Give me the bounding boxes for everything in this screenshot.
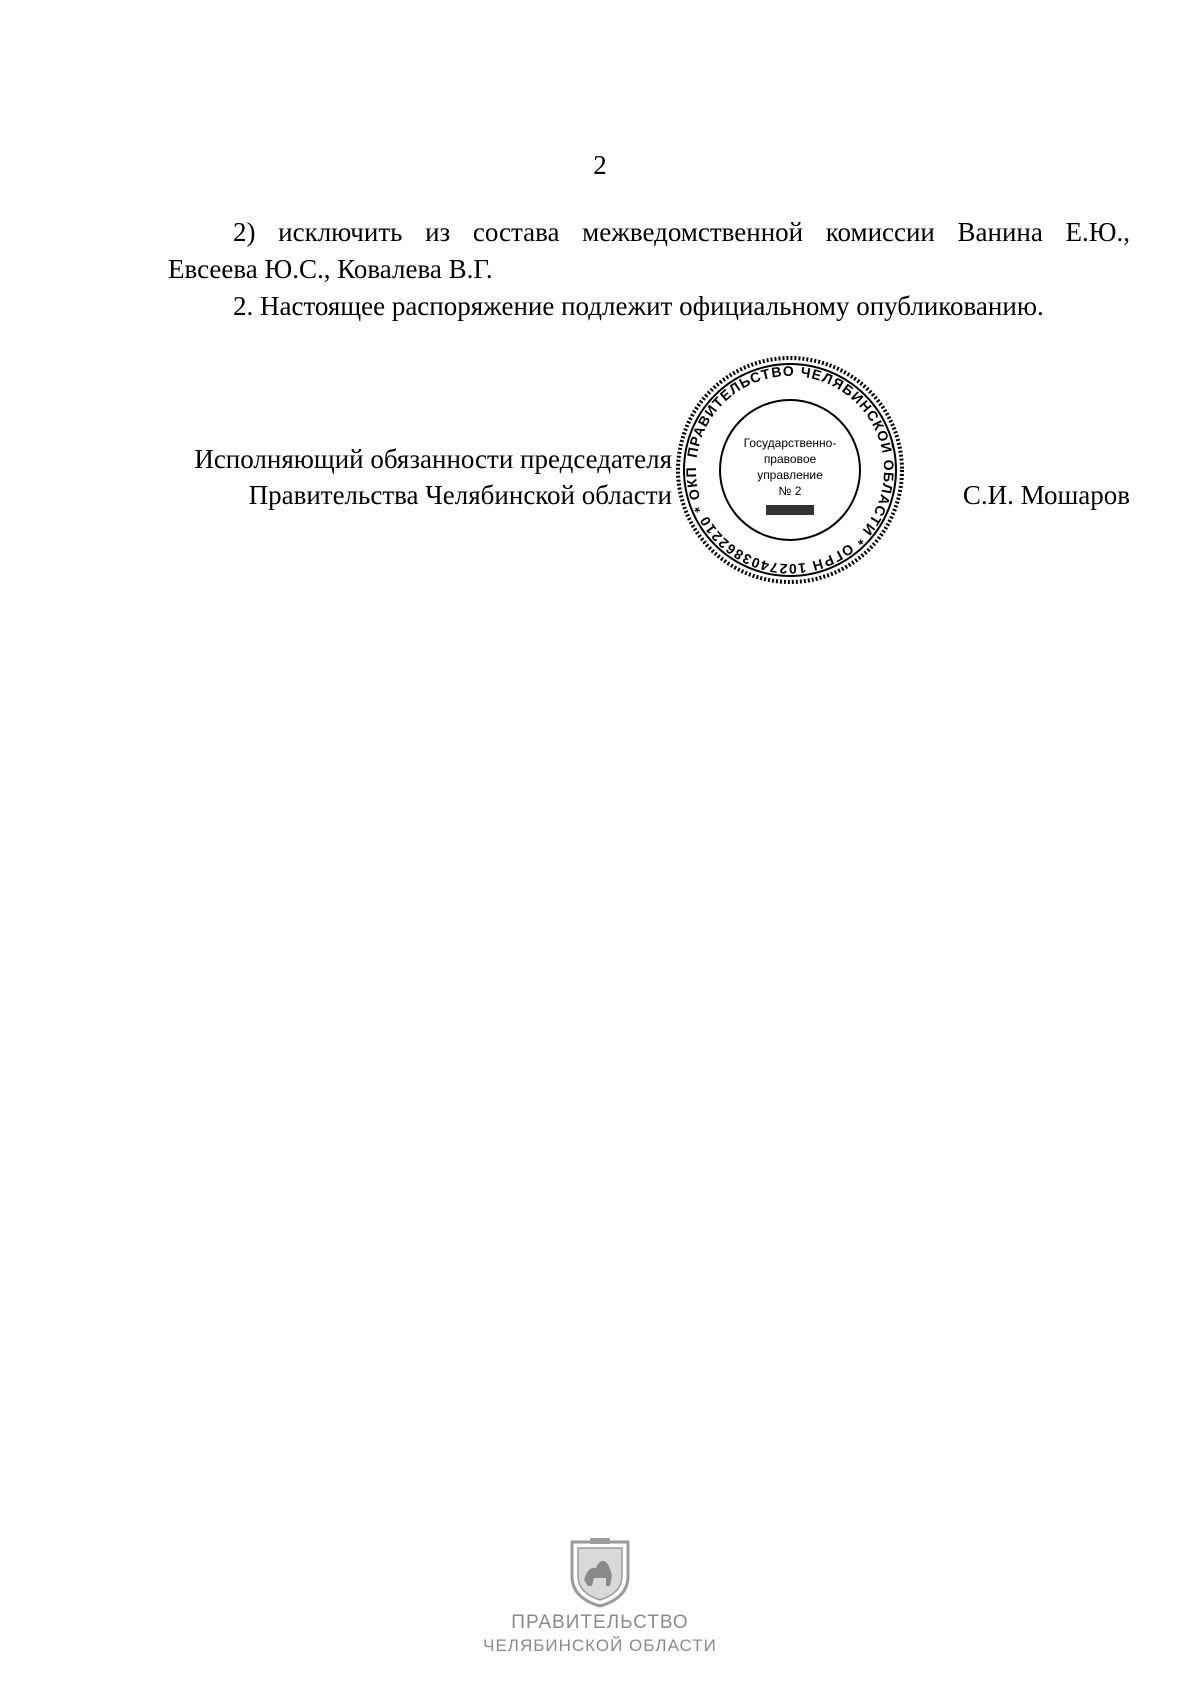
- footer-org-line1: ПРАВИТЕЛЬСТВО: [511, 1612, 689, 1633]
- paragraph-exclusion-line2: Евсеева Ю.С., Ковалева В.Г.: [168, 254, 493, 284]
- signatory-title: [150, 441, 672, 513]
- signatory-title-line2: Правительства Челябинской области: [248, 480, 672, 510]
- seal-ring-text: ПРАВИТЕЛЬСТВО ЧЕЛЯБИНСКОЙ ОБЛАСТИ * ОГРН 1027403862210 * ОКП: [682, 362, 898, 578]
- coat-of-arms-icon: [566, 1536, 634, 1608]
- signatory-name: С.И. Мошаров: [962, 480, 1130, 510]
- page-number: 2: [593, 150, 607, 180]
- seal-center-line2: правовое: [763, 452, 817, 466]
- paragraph-publication: 2. Настоящее распоряжение подлежит официальному опубликованию.: [233, 291, 1044, 321]
- signatory-title-line1: Исполняющий обязанности председателя: [194, 444, 672, 474]
- seal-smudge: [766, 505, 814, 515]
- document-body: [168, 214, 1130, 325]
- footer-org-line2: ЧЕЛЯБИНСКОЙ ОБЛАСТИ: [483, 1636, 717, 1655]
- seal-center-line3: управление: [757, 468, 823, 482]
- official-seal: [670, 350, 910, 590]
- seal-center-line4: № 2: [778, 484, 802, 498]
- seal-center-line1: Государственно-: [743, 436, 837, 450]
- paragraph-exclusion-line1: 2) исключить из состава межведомственной комиссии Ванина Е.Ю.,: [233, 217, 1130, 247]
